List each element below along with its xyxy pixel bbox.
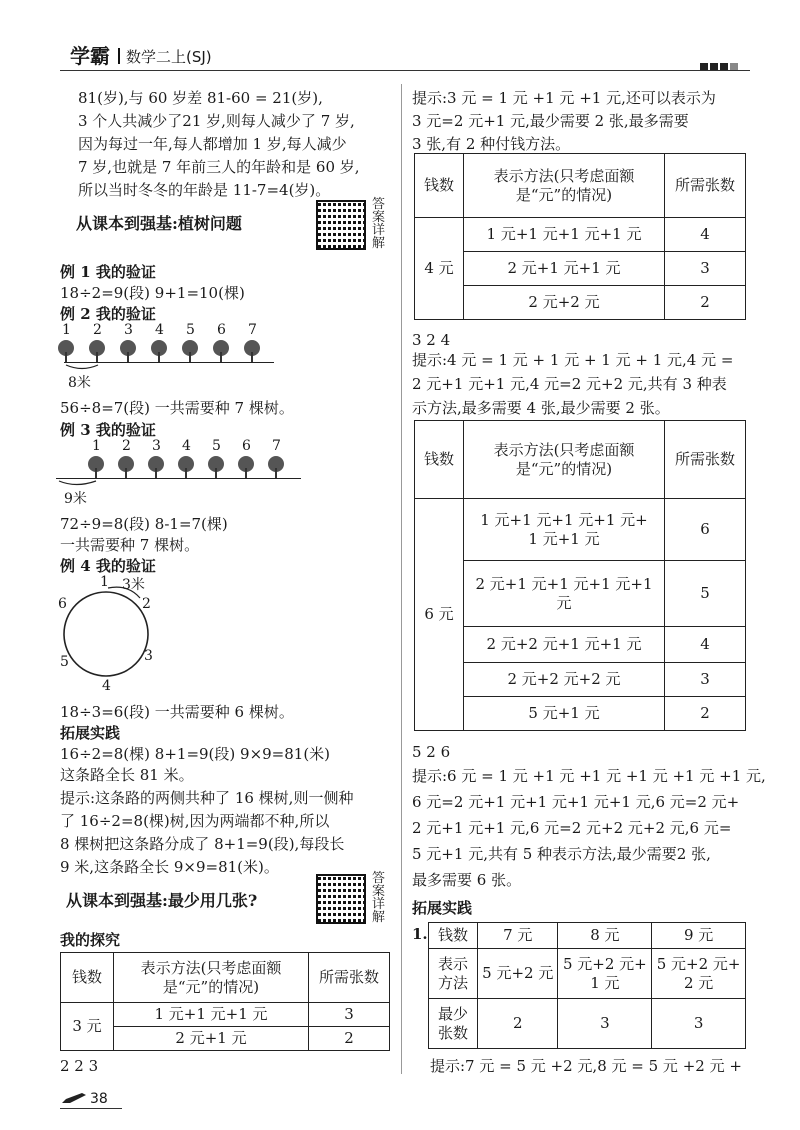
footer-rule: [60, 1108, 122, 1109]
header-rule: [60, 70, 750, 71]
answer-line: 3 2 4: [412, 331, 451, 349]
table-6-yuan: 钱数 表示方法(只考虑面额是“元”的情况) 所需张数 6 元 1 元+1 元+1 元+1 元+ 1 元+1 元 6 2 元+1 元+1 元+1 元+1 元 5 2 元+2 元+1 元+1 元 4 2 元+2 元+2 元 3 5 元+1 元 2: [414, 420, 746, 731]
section-title-tree: 从课本到强基:植树问题: [76, 214, 242, 233]
pencil-icon: [60, 1090, 88, 1104]
answer-line: 2 2 3: [60, 1057, 99, 1075]
logo: 学霸: [70, 44, 110, 68]
hint-line: 2 元+1 元+1 元,4 元=2 元+2 元,共有 3 种表: [412, 375, 727, 393]
circle-diagram-ex4: 1 3米 2 3 4 5 6: [58, 574, 153, 694]
hint-line: 8 棵树把这条路分成了 8+1=9(段),每段长: [60, 835, 345, 853]
header-squares: [700, 56, 738, 75]
intro-line: 3 个人共减少了21 岁,则每人减少了 7 岁,: [78, 112, 355, 130]
hint-line: 2 元+1 元+1 元,6 元=2 元+2 元+2 元,6 元=: [412, 819, 732, 837]
example-line: 72÷9=8(段) 8-1=7(棵): [60, 515, 228, 533]
example-title: 例 1 我的验证: [60, 263, 156, 281]
hint-line: 5 元+1 元,共有 5 种表示方法,最少需要2 张,: [412, 845, 711, 863]
hint-line: 了 16÷2=8(棵)树,因为两端都不种,所以: [60, 812, 330, 830]
intro-line: 所以当时冬冬的年龄是 11-7=4(岁)。: [78, 181, 331, 199]
qr-caption: 答案详解: [372, 871, 386, 925]
intro-line: 81(岁),与 60 岁差 81-60 = 21(岁),: [78, 89, 323, 107]
intro-line: 因为每过一年,每人都增加 1 岁,每人减少: [78, 135, 347, 153]
hint-line: 示方法,最多需要 4 张,最少需要 2 张。: [412, 399, 670, 417]
practice-title: 拓展实践: [412, 899, 473, 917]
hint-line: 提示:这条路的两侧共种了 16 棵树,则一侧种: [60, 789, 354, 807]
tree-diagram-ex2: 1 2 3 4 5 6 7 8米: [56, 322, 276, 392]
hint-line: 3 元=2 元+1 元,最少需要 2 张,最多需要: [412, 112, 689, 130]
example-line: 56÷8=7(段) 一共需要种 7 棵树。: [60, 399, 294, 417]
hint-line: 最多需要 6 张。: [412, 871, 522, 889]
table-4-yuan: 钱数 表示方法(只考虑面额是“元”的情况) 所需张数 4 元 1 元+1 元+1 元+1 元 4 2 元+1 元+1 元 3 2 元+2 元 2: [414, 153, 746, 320]
example-line: 18÷3=6(段) 一共需要种 6 棵树。: [60, 703, 294, 721]
qr-caption: 答案详解: [372, 197, 386, 251]
section-title-bills: 从课本到强基:最少用几张?: [66, 891, 258, 910]
qr-code-icon[interactable]: [316, 200, 366, 250]
answer-line: 5 2 6: [412, 743, 451, 761]
table-3-yuan: 钱数 表示方法(只考虑面额是“元”的情况) 所需张数 3 元 1 元+1 元+1 元 3 2 元+1 元 2: [60, 952, 390, 1051]
hint-line: 提示:3 元 = 1 元 +1 元 +1 元,还可以表示为: [412, 89, 716, 107]
hint-line: 3 张,有 2 种付钱方法。: [412, 135, 571, 153]
example-title: 例 2 我的验证: [60, 305, 156, 323]
example-line: 18÷2=9(段) 9+1=10(棵): [60, 284, 245, 302]
tree-diagram-ex3: 1 2 3 4 5 6 7 9米: [56, 438, 296, 508]
book-title: 数学二上(SJ): [126, 48, 212, 66]
tree-icons: [86, 454, 306, 484]
explore-title: 我的探究: [60, 931, 121, 949]
hint-line: 提示:4 元 = 1 元 + 1 元 + 1 元 + 1 元,4 元 =: [412, 351, 734, 369]
table-extension: 钱数 7 元 8 元 9 元 表示 方法 5 元+2 元 5 元+2 元+ 1 元 5 元+2 元+ 2 元 最少 张数 2 3 3: [428, 922, 746, 1049]
example-line: 一共需要种 7 棵树。: [60, 536, 200, 554]
page-header: [60, 44, 750, 70]
example-title: 例 4 我的验证: [60, 557, 156, 575]
page-number: 38: [90, 1091, 108, 1107]
hint-line: 提示:6 元 = 1 元 +1 元 +1 元 +1 元 +1 元 +1 元,: [412, 767, 766, 785]
intro-line: 7 岁,也就是 7 年前三人的年龄和是 60 岁,: [78, 158, 360, 176]
hint-line: 6 元=2 元+1 元+1 元+1 元+1 元,6 元=2 元+: [412, 793, 740, 811]
qr-code-icon[interactable]: [316, 874, 366, 924]
column-divider: [401, 84, 402, 1074]
hint-line: 提示:7 元 = 5 元 +2 元,8 元 = 5 元 +2 元 +: [430, 1057, 742, 1075]
hint-line: 9 米,这条路全长 9×9=81(米)。: [60, 858, 279, 876]
practice-line: 16÷2=8(棵) 8+1=9(段) 9×9=81(米): [60, 745, 331, 763]
practice-line: 这条路全长 81 米。: [60, 766, 194, 784]
divider: [118, 48, 120, 64]
example-title: 例 3 我的验证: [60, 421, 156, 439]
practice-title: 拓展实践: [60, 724, 121, 742]
question-number: 1.: [412, 925, 428, 943]
